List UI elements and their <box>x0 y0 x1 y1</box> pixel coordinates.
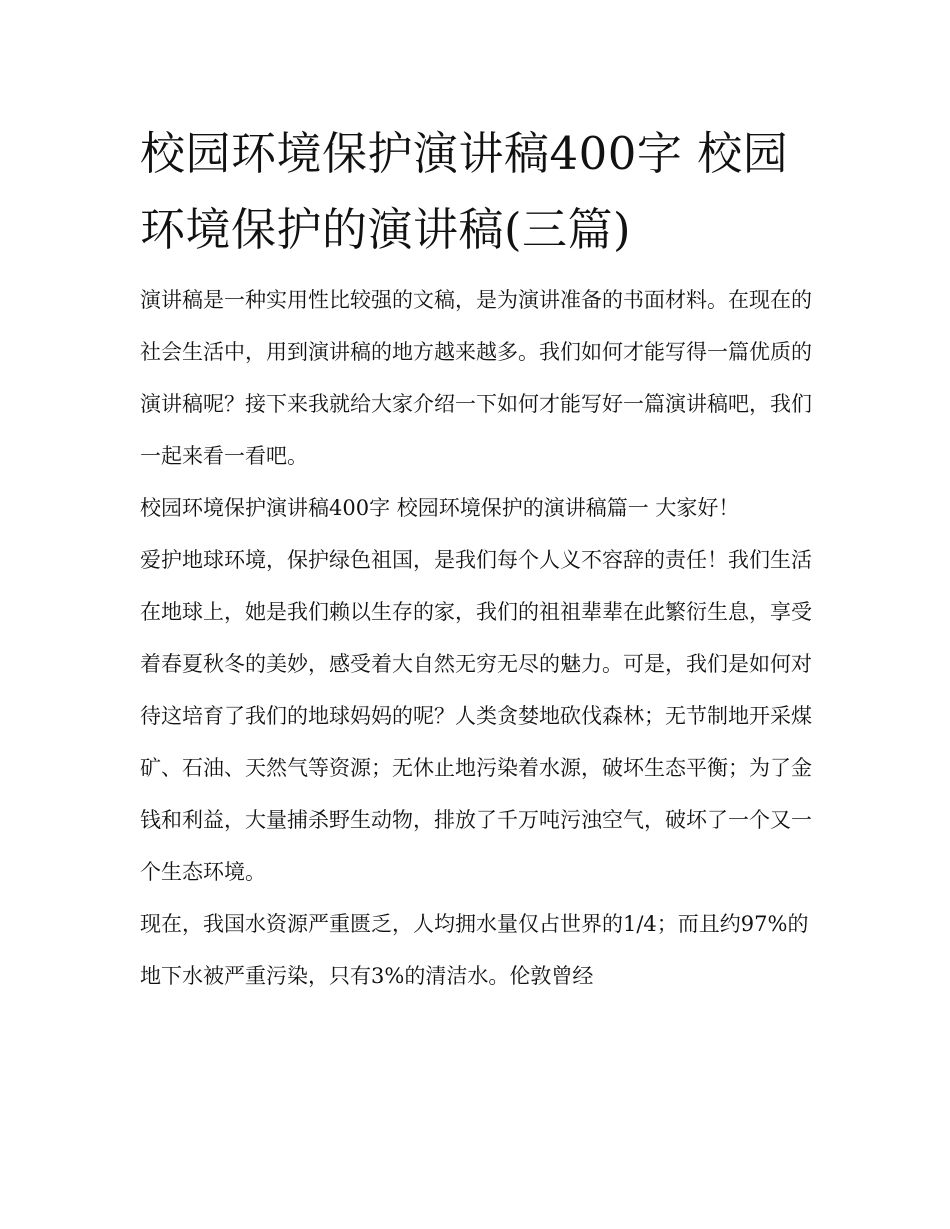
paragraph-intro: 演讲稿是一种实用性比较强的文稿，是为演讲准备的书面材料。在现在的社会生活中，用到演讲稿的地方越来越多。我们如何才能写得一篇优质的演讲稿呢？接下来我就给大家介绍一下如何才能写好一篇演讲稿吧，我们一起来看一看吧。 <box>140 288 812 468</box>
paragraph-speech-heading: 校园环境保护演讲稿400字 校园环境保护的演讲稿篇一 大家好！ <box>140 496 740 520</box>
document-body <box>140 116 815 1002</box>
paragraph-water-resources: 现在，我国水资源严重匮乏，人均拥水量仅占世界的1/4；而且约97%的地下水被严重污染，只有3%的清洁水。伦敦曾经 <box>140 912 809 988</box>
paragraph-earth-protection: 爱护地球环境，保护绿色祖国，是我们每个人义不容辞的责任！我们生活在地球上，她是我们赖以生存的家，我们的祖祖辈辈在此繁衍生息，享受着春夏秋冬的美妙，感受着大自然无穷无尽的魅力。可是，我们是如何对待这培育了我们的地球妈妈的呢？人类贪婪地砍伐森林；无节制地开采煤矿、石油、天然气等资源；无休止地污染着水源，破坏生态平衡；为了金钱和利益，大量捕杀野生动物，排放了千万吨污浊空气，破坏了一个又一个生态环境。 <box>140 548 812 884</box>
document-title: 校园环境保护演讲稿400字 校园环境保护的演讲稿(三篇) <box>140 127 789 256</box>
